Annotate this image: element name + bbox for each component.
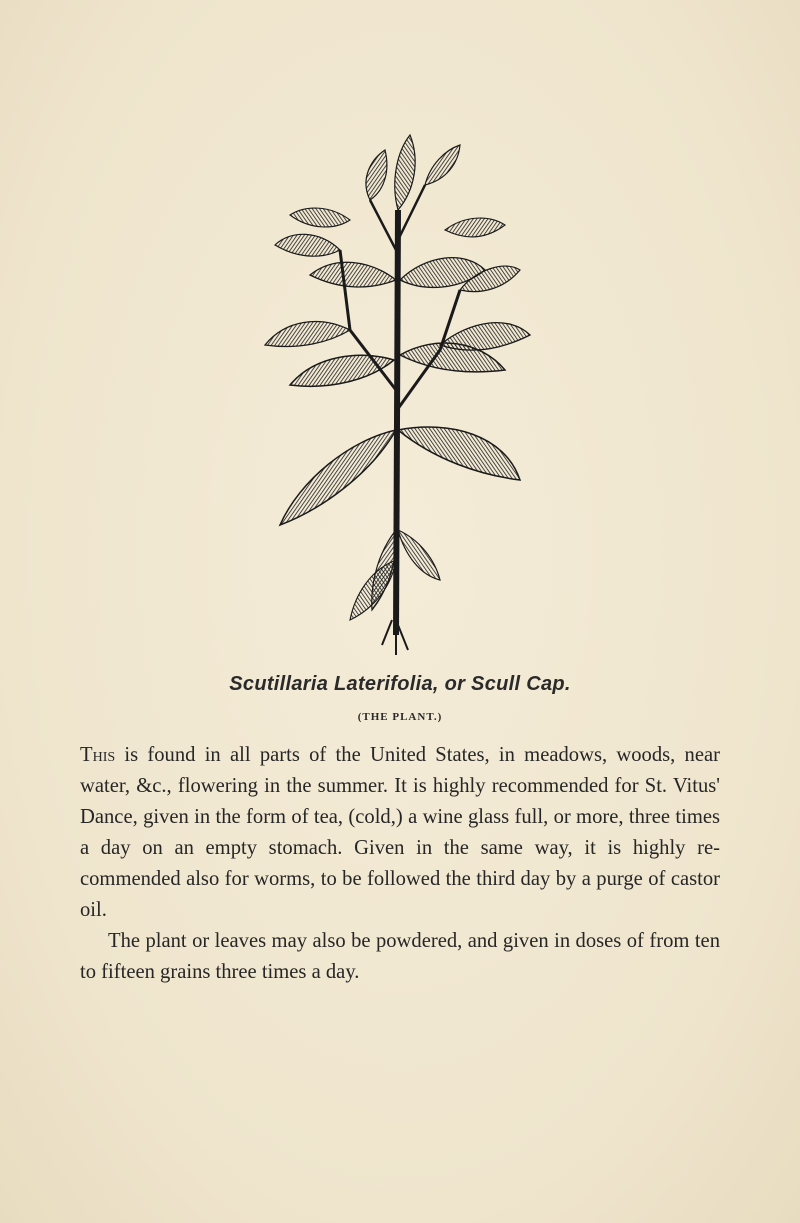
paragraph-2: The plant or leaves may also be powdered, and given in doses of from ten to fifteen grains three times a day. [80, 930, 720, 983]
paragraph-1 [80, 740, 720, 926]
paragraph-lead-word: This [80, 744, 116, 766]
body-text [80, 740, 720, 988]
figure-subcaption: (THE PLANT.) [357, 711, 443, 723]
scull-cap-plant-engraving [220, 130, 580, 660]
paragraph-1-text: is found in all parts of the United States, in meadows, woods, near water, &c., flowering in the summer. It is highly recommended for St. Vitus' Dance, given in the form of tea, (cold,) a wine glass full, or more, three times a day on an empty stomach. Given in the same way, it is highly re-commended also for worms, to be followed the third day by a purge of castor oil. [80, 744, 720, 921]
figure-caption: Scutillaria Laterifolia, or Scull Cap. [229, 673, 571, 695]
